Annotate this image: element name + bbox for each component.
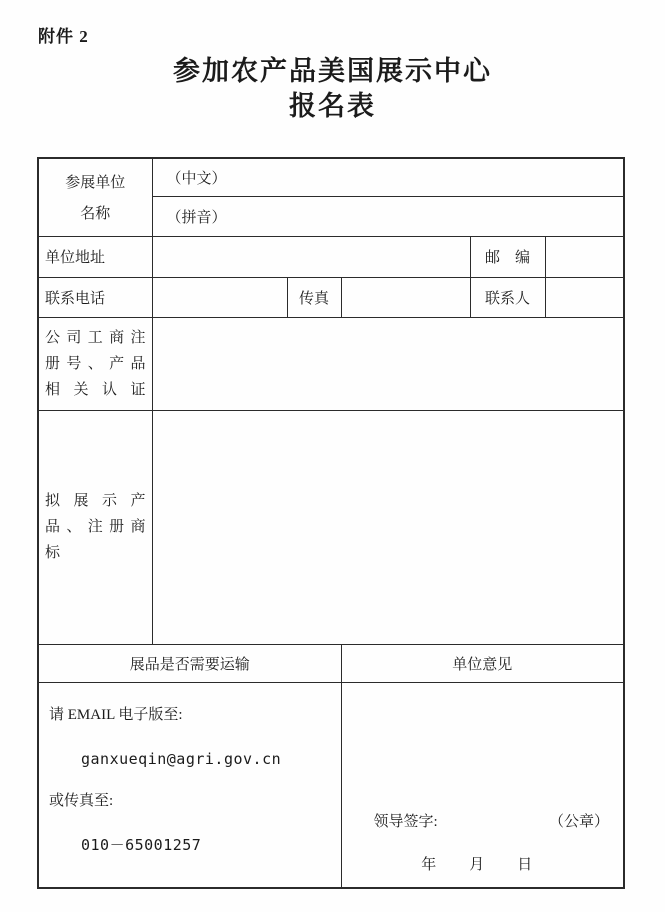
fax-label-cell: 传真: [287, 277, 341, 317]
address-label-cell: 单位地址: [38, 236, 152, 277]
registration-input-cell[interactable]: [152, 317, 624, 410]
pinyin-placeholder: （拼音）: [166, 209, 227, 226]
products-label-line1: 拟展示产: [45, 493, 146, 509]
registration-form-table: [37, 157, 625, 889]
leader-signature-label: 领导签字:: [373, 814, 438, 830]
registration-label-line2: 册号、产品: [45, 355, 146, 372]
products-input-cell[interactable]: [152, 410, 624, 644]
fax-input-cell[interactable]: [341, 277, 470, 317]
unit-name-label-line1: 参展单位: [65, 175, 126, 192]
phone-input-cell[interactable]: [152, 277, 287, 317]
unit-name-chinese-input-cell[interactable]: [152, 158, 624, 196]
attachment-number-label: 附件 2: [38, 27, 89, 46]
products-label-line2: 品、注册商: [45, 519, 146, 535]
unit-name-pinyin-input-cell[interactable]: [152, 196, 624, 236]
fax-prompt: 或传真至:: [49, 792, 114, 809]
unit-name-label-cell: [38, 158, 152, 236]
shipping-header-cell: 展品是否需要运输: [38, 644, 341, 682]
postcode-label-cell: 邮 编: [470, 236, 545, 277]
date-line: 年 月 日: [421, 857, 542, 873]
registration-label-cell: [38, 317, 152, 410]
form-title-line1: 参加农产品美国展示中心: [173, 56, 492, 86]
fax-number: 010－65001257: [81, 835, 202, 854]
postcode-input-cell[interactable]: [545, 236, 624, 277]
products-label-line3: 标: [45, 545, 61, 561]
unit-opinion-signature-cell[interactable]: [341, 682, 624, 888]
unit-opinion-header-cell: 单位意见: [341, 644, 624, 682]
address-input-cell[interactable]: [152, 236, 470, 277]
unit-name-label-line2: 名称: [80, 206, 111, 223]
email-prompt: 请 EMAIL 电子版至:: [49, 706, 183, 723]
chinese-placeholder: （中文）: [166, 170, 227, 187]
products-label-cell: [38, 410, 152, 644]
form-title-line2: 报名表: [289, 91, 376, 121]
registration-label-line1: 公司工商注: [45, 329, 146, 346]
registration-label-line3: 相关认证: [45, 381, 146, 398]
form-title: [0, 54, 665, 124]
contact-person-label-cell: 联系人: [470, 277, 545, 317]
shipping-submission-cell[interactable]: [38, 682, 341, 888]
official-seal-label: （公章）: [549, 814, 610, 830]
email-address: ganxueqin@agri.gov.cn: [81, 749, 282, 768]
contact-person-input-cell[interactable]: [545, 277, 624, 317]
phone-label-cell: 联系电话: [38, 277, 152, 317]
